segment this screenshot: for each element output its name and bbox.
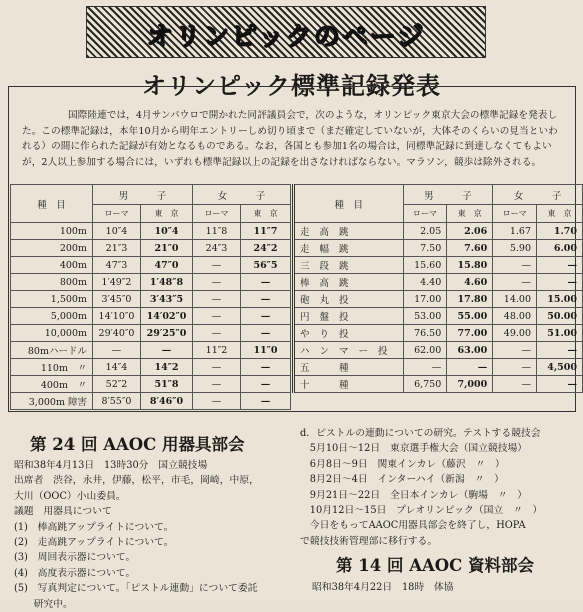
table-row xyxy=(11,393,291,410)
tokyo-header: 東 京 xyxy=(141,205,193,223)
table-row xyxy=(11,291,291,308)
record-value: — xyxy=(241,291,291,308)
record-value: — xyxy=(241,359,291,376)
record-value: 3′45″0 xyxy=(93,291,141,308)
record-value: 49.00 xyxy=(493,325,537,342)
record-value: 10″4 xyxy=(93,223,141,240)
table-row xyxy=(11,240,291,257)
record-value: 15.00 xyxy=(537,291,583,308)
field-records-table xyxy=(292,184,583,393)
record-value: 7,000 xyxy=(447,376,493,393)
men-header: 男 子 xyxy=(403,185,493,205)
tokyo-header: 東 京 xyxy=(537,205,583,223)
event-name: 5,000m xyxy=(11,308,93,325)
event-header: 種 目 xyxy=(11,185,93,223)
event-name: 棒高跳 xyxy=(294,274,404,291)
record-value: — xyxy=(493,257,537,274)
record-value: 4.60 xyxy=(447,274,493,291)
record-value: 2.05 xyxy=(403,223,447,240)
record-value: 3′43″5 xyxy=(141,291,193,308)
page-title: オリンピック標準記録発表 xyxy=(141,72,442,100)
event-name: 200m xyxy=(11,240,93,257)
event-name: 400m 〃 xyxy=(11,376,93,393)
tokyo-header: 東 京 xyxy=(241,205,291,223)
record-value: — xyxy=(493,376,537,393)
record-value: 11″8 xyxy=(193,223,241,240)
table-row xyxy=(294,342,583,359)
record-value: 77.00 xyxy=(447,325,493,342)
record-value: — xyxy=(193,274,241,291)
record-value: 5.90 xyxy=(493,240,537,257)
event-name: 100m xyxy=(11,223,93,240)
table-row xyxy=(294,308,583,325)
event-name: 三段跳 xyxy=(294,257,404,274)
record-value: — xyxy=(493,342,537,359)
record-value: 62.00 xyxy=(403,342,447,359)
record-value: 55.00 xyxy=(447,308,493,325)
record-value: 51″8 xyxy=(141,376,193,393)
record-value: — xyxy=(93,342,141,359)
record-value: — xyxy=(241,308,291,325)
record-value: — xyxy=(403,359,447,376)
record-value: 24″2 xyxy=(241,240,291,257)
record-value: — xyxy=(141,342,193,359)
record-value: — xyxy=(241,393,291,410)
table-row xyxy=(294,274,583,291)
rome-header: ローマ xyxy=(403,205,447,223)
event-name: ハンマー投 xyxy=(294,342,404,359)
record-value: 1′48″8 xyxy=(141,274,193,291)
record-value: — xyxy=(193,359,241,376)
aaoc24-body: 昭和38年4月13日 13時30分 国立競技場 出席者 渋谷，永井，伊藤，松平，市毛，岡崎，中原， 大川（OOC）小山委員。 議題 用器具について (1) 棒高跳アップライトについて。 (2) 走高跳アップライトについて。 (3) 周回表示器について。 (4) 高度表示器について。 (5) 写真判定について。「ピストル連動」について委託 研究中。 xyxy=(14,460,259,610)
table-row xyxy=(294,291,583,308)
banner xyxy=(86,6,486,58)
intro-paragraph: 国際陸連では，4月サンパウロで開かれた同評議員会で，次のような，オリンピック東京大会の標準記録を発表した。この標準記録は，本年10月から明年エントリーしめ切り頃まで（まだ確定していないが，大体そのくらいの見当といわれる）の間に作られた記録が有効となるものである。なお，各国とも参加1名の場合は，同標準記録に到達しなくてもよいが，2人以上参加する場合には，いずれも標準記録以上の記録を出さなければならない。マラソン，競歩は除外される。 xyxy=(22,110,558,168)
event-name: 十 種 xyxy=(294,376,404,393)
record-value: 6,750 xyxy=(403,376,447,393)
record-value: — xyxy=(193,291,241,308)
table-row xyxy=(11,325,291,342)
table-row xyxy=(294,325,583,342)
event-name: 走幅跳 xyxy=(294,240,404,257)
event-name: 10,000m xyxy=(11,325,93,342)
record-value: 53.00 xyxy=(403,308,447,325)
record-value: 15.80 xyxy=(447,257,493,274)
event-name: 円盤投 xyxy=(294,308,404,325)
rome-header: ローマ xyxy=(193,205,241,223)
table-row xyxy=(294,376,583,393)
record-value: 21″3 xyxy=(93,240,141,257)
event-header: 種 目 xyxy=(294,185,404,223)
record-value: — xyxy=(193,376,241,393)
table-row xyxy=(11,359,291,376)
aaoc14-body: 昭和38年4月22日 18時 体協 xyxy=(312,582,454,593)
record-value: 2.06 xyxy=(447,223,493,240)
record-value: 63.00 xyxy=(447,342,493,359)
record-value: — xyxy=(493,359,537,376)
record-value: 14″4 xyxy=(93,359,141,376)
record-value: 52″2 xyxy=(93,376,141,393)
women-header: 女 子 xyxy=(193,185,291,205)
record-value: 10″4 xyxy=(141,223,193,240)
record-value: 76.50 xyxy=(403,325,447,342)
record-value: 11″7 xyxy=(241,223,291,240)
table-row xyxy=(294,257,583,274)
record-value: 48.00 xyxy=(493,308,537,325)
table-row xyxy=(11,376,291,393)
record-value: — xyxy=(493,274,537,291)
record-value: 11″2 xyxy=(193,342,241,359)
event-name: 1,500m xyxy=(11,291,93,308)
table-row xyxy=(11,274,291,291)
record-value: 21″0 xyxy=(141,240,193,257)
record-value: 51.00 xyxy=(537,325,583,342)
record-value: 1′49″2 xyxy=(93,274,141,291)
record-value: — xyxy=(193,325,241,342)
record-value: — xyxy=(537,257,583,274)
record-value: 15.60 xyxy=(403,257,447,274)
record-value: — xyxy=(241,274,291,291)
record-value: 17.00 xyxy=(403,291,447,308)
event-name: 80mハードル xyxy=(11,342,93,359)
record-value: — xyxy=(447,359,493,376)
rome-header: ローマ xyxy=(93,205,141,223)
rome-header: ローマ xyxy=(493,205,537,223)
record-value: 14′02″0 xyxy=(141,308,193,325)
record-value: 14.00 xyxy=(493,291,537,308)
event-name: やり投 xyxy=(294,325,404,342)
record-value: 24″3 xyxy=(193,240,241,257)
record-value: 11″0 xyxy=(241,342,291,359)
record-value: — xyxy=(193,257,241,274)
record-value: 1.67 xyxy=(493,223,537,240)
record-value: — xyxy=(241,325,291,342)
record-value: 1.70 xyxy=(537,223,583,240)
table-row xyxy=(11,308,291,325)
record-value: 17.80 xyxy=(447,291,493,308)
record-value: 14′10″0 xyxy=(93,308,141,325)
record-value: 8′55″0 xyxy=(93,393,141,410)
track-records-table xyxy=(10,184,291,410)
women-header: 女 子 xyxy=(493,185,583,205)
record-value: 29′40″0 xyxy=(93,325,141,342)
event-name: 砲丸投 xyxy=(294,291,404,308)
record-value: — xyxy=(241,376,291,393)
aaoc24-title: 第 24 回 AAOC 用器具部会 xyxy=(30,435,245,454)
event-name: 110m 〃 xyxy=(11,359,93,376)
record-value: 50.00 xyxy=(537,308,583,325)
table-row xyxy=(11,257,291,274)
record-value: 8′46″0 xyxy=(141,393,193,410)
table-row xyxy=(294,359,583,376)
table-row xyxy=(11,223,291,240)
record-value: 7.60 xyxy=(447,240,493,257)
men-header: 男 子 xyxy=(93,185,193,205)
record-value: 7.50 xyxy=(403,240,447,257)
table-row xyxy=(294,240,583,257)
record-value: — xyxy=(537,342,583,359)
banner-title: オリンピックのページ xyxy=(146,22,426,52)
tokyo-header: 東 京 xyxy=(447,205,493,223)
record-value: 14″2 xyxy=(141,359,193,376)
event-name: 五 種 xyxy=(294,359,404,376)
record-value: 29′25″0 xyxy=(141,325,193,342)
event-name: 3,000m 障害 xyxy=(11,393,93,410)
table-row xyxy=(11,342,291,359)
event-name: 走高跳 xyxy=(294,223,404,240)
record-value: — xyxy=(537,274,583,291)
table-row xyxy=(294,223,583,240)
record-value: — xyxy=(193,393,241,410)
record-value: 6.00 xyxy=(537,240,583,257)
pistol-test-schedule: d．ピストルの連動についての研究。テストする競技会 5月10日～12日 東京選手権大会（国立競技場） 6月8日～9日 関東インカレ（藤沢 〃 ） 8月2日～4日 インターハイ（新潟 〃 ） 9月21日～22日 全日本インカレ（駒場 〃 ） 10月12日～15日 プレオリンピック（国立 〃 ） 今日をもってAAOC用器具部会を終了し，HOPA で競技技術管理部に移行する。 xyxy=(300,428,543,547)
record-value: — xyxy=(537,376,583,393)
aaoc14-title: 第 14 回 AAOC 資料部会 xyxy=(336,556,535,575)
record-value: 4,500 xyxy=(537,359,583,376)
record-value: 47″3 xyxy=(93,257,141,274)
record-value: 4.40 xyxy=(403,274,447,291)
record-value: — xyxy=(193,308,241,325)
event-name: 400m xyxy=(11,257,93,274)
record-value: 47″0 xyxy=(141,257,193,274)
record-value: 56″5 xyxy=(241,257,291,274)
event-name: 800m xyxy=(11,274,93,291)
